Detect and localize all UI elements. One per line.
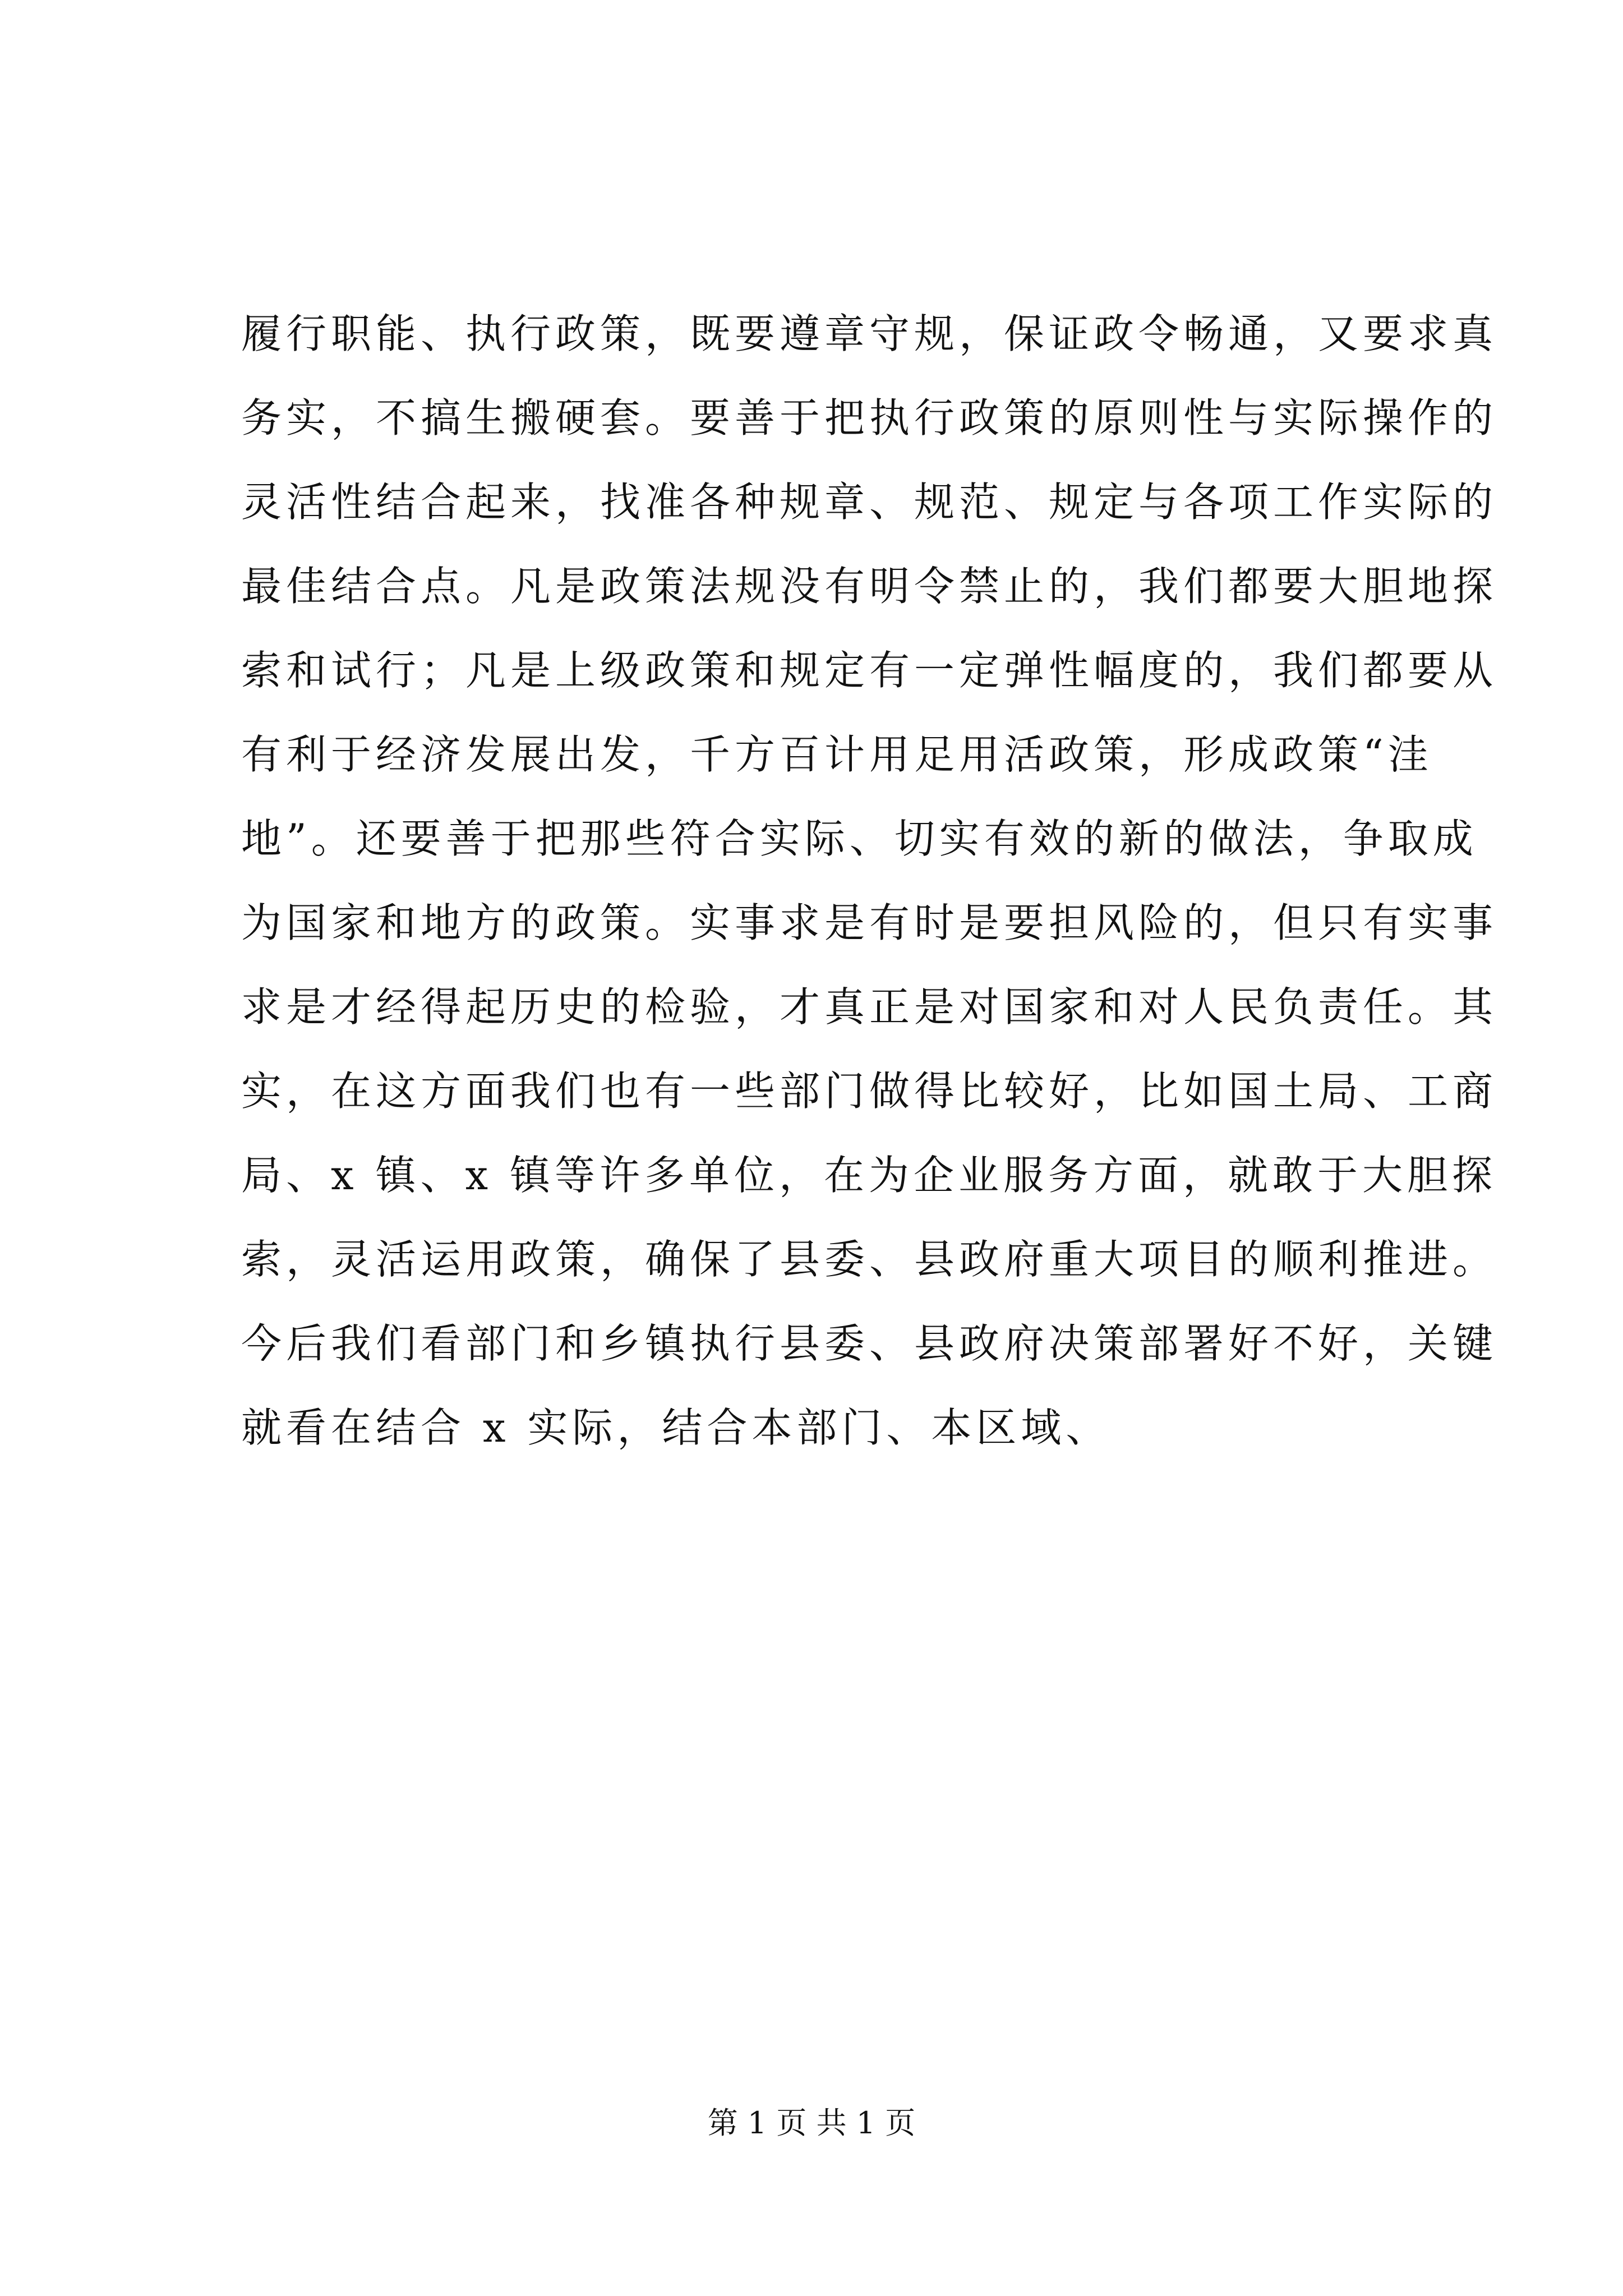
text-line: 有利于经济发展出发，千方百计用足用活政策，形成政策“洼 — [241, 731, 1433, 778]
body-paragraph — [241, 292, 1498, 1470]
text-line: 务实，不搞生搬硬套。要善于把执行政策的原则性与实际操作的 — [241, 394, 1498, 441]
text-line: 今后我们看部门和乡镇执行县委、县政府决策部署好不好，关键 — [241, 1320, 1498, 1367]
text-line: 灵活性结合起来，找准各种规章、规范、规定与各项工作实际的 — [241, 478, 1498, 526]
page-number-footer: 第 1 页 共 1 页 — [707, 2105, 916, 2141]
text-line: 就看在结合 x 实际，结合本部门、本区域、 — [241, 1404, 1111, 1451]
text-line: 求是才经得起历史的检验，才真正是对国家和对人民负责任。其 — [241, 983, 1498, 1030]
text-line: 局、x 镇、x 镇等许多单位，在为企业服务方面，就敢于大胆探 — [241, 1152, 1497, 1199]
text-line: 索和试行；凡是上级政策和规定有一定弹性幅度的，我们都要从 — [241, 647, 1498, 694]
text-line: 为国家和地方的政策。实事求是有时是要担风险的，但只有实事 — [241, 899, 1498, 946]
text-line: 履行职能、执行政策，既要遵章守规，保证政令畅通，又要求真 — [241, 310, 1498, 357]
text-line: 实，在这方面我们也有一些部门做得比较好，比如国土局、工商 — [241, 1068, 1498, 1115]
text-line: 索，灵活运用政策，确保了县委、县政府重大项目的顺利推进。 — [241, 1236, 1498, 1283]
text-line: 地”。还要善于把那些符合实际、切实有效的新的做法，争取成 — [241, 815, 1478, 862]
text-line: 最佳结合点。凡是政策法规没有明令禁止的，我们都要大胆地探 — [241, 563, 1498, 610]
